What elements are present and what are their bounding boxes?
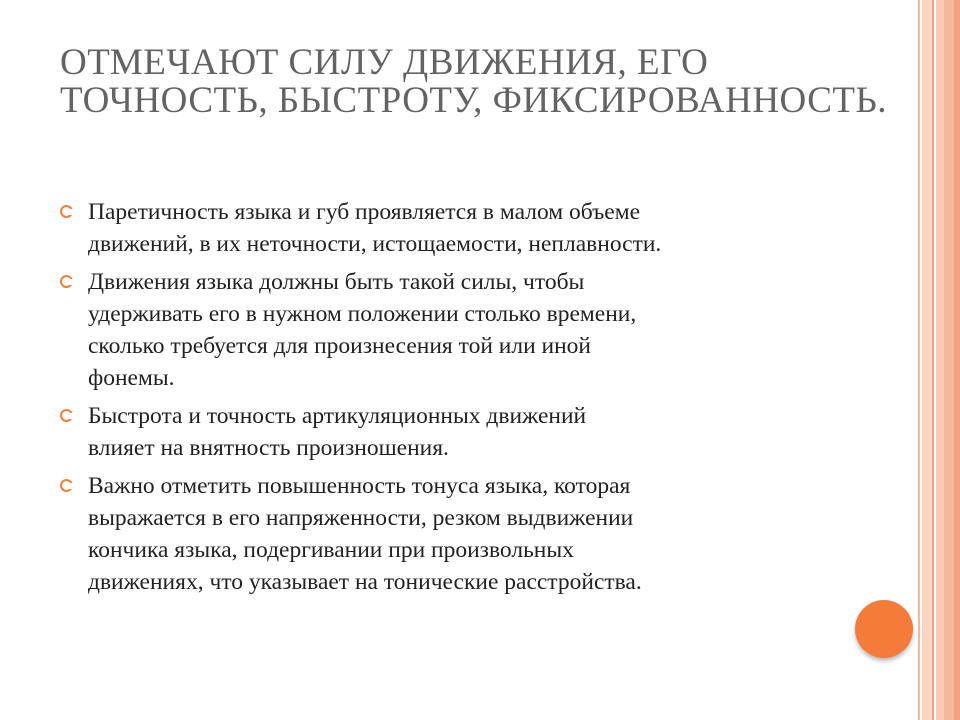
vertical-stripes-icon	[918, 0, 960, 720]
title-line-1: ОТМЕЧАЮТ СИЛУ ДВИЖЕНИЯ, ЕГО	[60, 42, 709, 83]
bullet-list	[60, 196, 850, 604]
bullet-2-line-4: фонемы.	[88, 365, 175, 391]
bullet-3-line-2: влияет на внятность произношения.	[88, 435, 449, 461]
bullet-item-4	[60, 470, 850, 598]
bullet-1-line-2: движений, в их неточности, истощаемости, неплавности.	[88, 231, 662, 257]
bullet-2-line-1: Движения языка должны быть такой силы, чтобы	[88, 269, 585, 295]
bullet-4-line-2: выражается в его напряженности, резком выдвижении	[88, 505, 634, 531]
bullet-2-line-2: удерживать его в нужном положении столько времени,	[88, 301, 637, 327]
bullet-4-line-3: кончика языка, подергивании при произвольных	[88, 537, 574, 563]
bullet-1-line-1: Паретичность языка и губ проявляется в малом объеме	[88, 199, 641, 225]
bullet-item-2	[60, 266, 850, 394]
bullet-4-line-4: движениях, что указывает на тонические расстройства.	[88, 569, 642, 595]
bullet-4-line-1: Важно отметить повышенность тонуса языка, которая	[88, 473, 631, 499]
slide-title	[60, 44, 890, 120]
open-circle-bullet-icon	[60, 479, 73, 492]
open-circle-bullet-icon	[60, 275, 73, 288]
open-circle-bullet-icon	[60, 205, 73, 218]
title-line-2: ТОЧНОСТЬ, БЫСТРОТУ, ФИКСИРОВАННОСТЬ.	[60, 80, 887, 121]
bullet-item-1	[60, 196, 850, 260]
bullet-item-3	[60, 400, 850, 464]
bullet-2-line-3: сколько требуется для произнесения той или иной	[88, 333, 592, 359]
bullet-3-line-1: Быстрота и точность артикуляционных движений	[88, 403, 587, 429]
orange-circle-icon	[855, 600, 913, 658]
open-circle-bullet-icon	[60, 409, 73, 422]
